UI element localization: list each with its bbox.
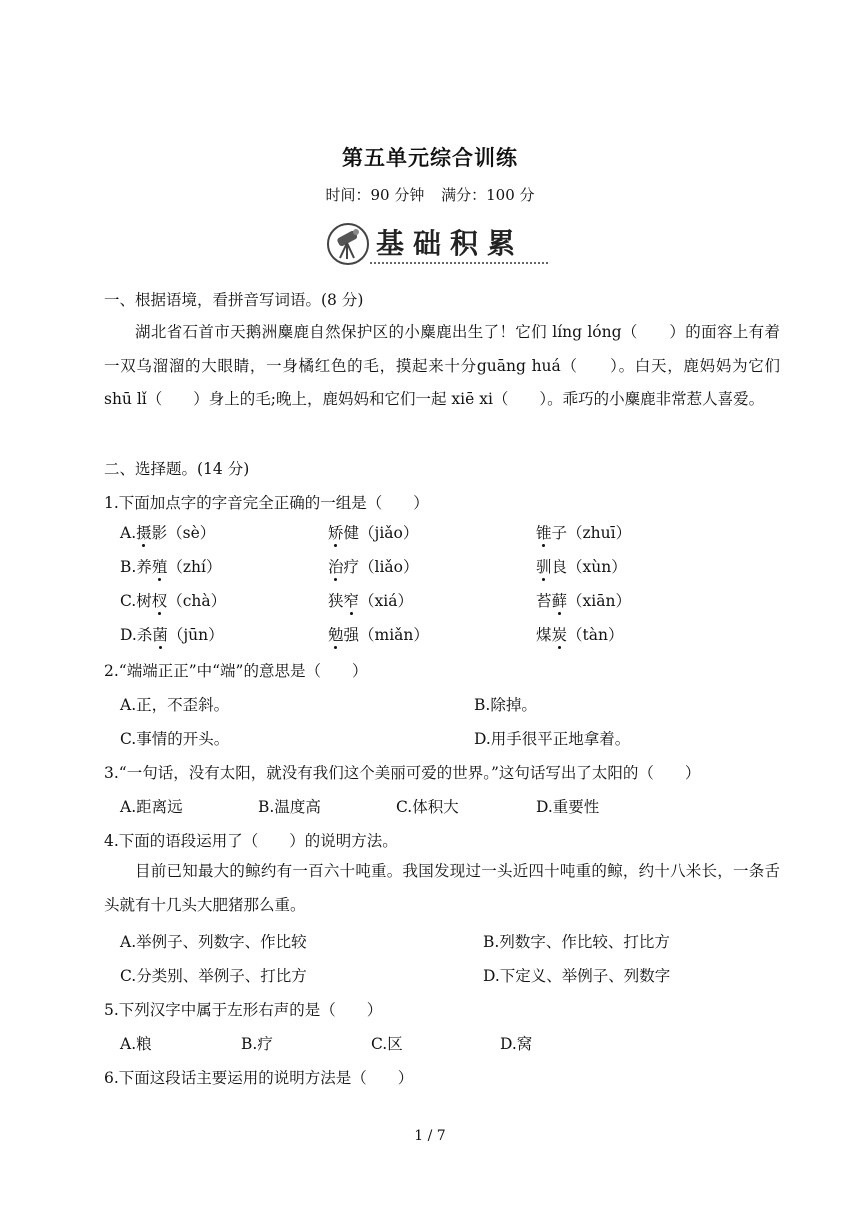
q5-option-a: A.粮 (120, 1035, 152, 1053)
q1-option-d1: D.杀菌（jūn） (120, 626, 224, 644)
total-score: 满分：100 分 (441, 186, 535, 204)
q2-option-c: C.事情的开头。 (120, 730, 230, 748)
q1-option-d2: 勉强（miǎn） (328, 626, 429, 644)
q1-option-b3: 驯良（xùn） (536, 558, 627, 576)
q1-stem: 1.下面加点字的字音完全正确的一组是（ ） (104, 494, 429, 512)
q3-option-c: C.体积大 (396, 798, 459, 816)
q3-option-d: D.重要性 (536, 798, 600, 816)
q5-stem: 5.下列汉字中属于左形右声的是（ ） (104, 1001, 383, 1019)
q1-option-a2: 矫健（jiǎo） (328, 524, 419, 542)
banner-underline (370, 262, 548, 264)
q1-option-b2: 治疗（liǎo） (328, 558, 419, 576)
q4-option-a: A.举例子、列数字、作比较 (120, 933, 307, 951)
section-banner (326, 222, 551, 268)
telescope-icon (326, 222, 370, 266)
q1-option-a1: A.摄影（sè） (120, 524, 216, 542)
banner-title: 基础积累 (376, 227, 525, 260)
page-title: 第五单元综合训练 (342, 145, 518, 170)
q5-option-b: B.疗 (241, 1035, 273, 1053)
q5-option-c: C.区 (371, 1035, 403, 1053)
q1-option-d3: 煤炭（tàn） (536, 626, 624, 644)
q4-passage: 目前已知最大的鲸约有一百六十吨重。我国发现过一头近四十吨重的鲸，约十八米长，一条舌头就有十几头大肥猪那么重。 (104, 862, 780, 914)
page-number: 1 / 7 (414, 1128, 446, 1144)
q4-option-b: B.列数字、作比较、打比方 (483, 933, 670, 951)
q3-stem: 3.“一句话，没有太阳，就没有我们这个美丽可爱的世界。”这句话写出了太阳的（ ） (104, 764, 701, 782)
q4-stem: 4.下面的语段运用了（ ）的说明方法。 (104, 832, 398, 850)
q1-option-c3: 苔藓（xiān） (536, 592, 631, 610)
q1-option-a3: 锥子（zhuī） (536, 524, 632, 542)
q4-option-d: D.下定义、举例子、列数字 (483, 967, 671, 985)
q6-stem: 6.下面这段话主要运用的说明方法是（ ） (104, 1069, 414, 1087)
q1-option-b1: B.养殖（zhí） (120, 558, 222, 576)
q3-option-a: A.距离远 (120, 798, 183, 816)
q2-option-a: A.正，不歪斜。 (120, 696, 230, 714)
section2-heading: 二、选择题。(14 分) (104, 460, 250, 478)
q1-option-c2: 狭窄（xiá） (328, 592, 413, 610)
q2-option-b: B.除掉。 (474, 696, 537, 714)
q4-option-c: C.分类别、举例子、打比方 (120, 967, 307, 985)
q2-stem: 2.“端端正正”中“端”的意思是（ ） (104, 662, 368, 680)
q2-option-d: D.用手很平正地拿着。 (474, 730, 631, 748)
q1-option-c1: C.树杈（chà） (120, 592, 227, 610)
q5-option-d: D.窝 (500, 1035, 533, 1053)
section1-heading: 一、根据语境，看拼音写词语。(8 分) (104, 291, 364, 309)
section1-paragraph: 湖北省石首市天鹅洲麋鹿自然保护区的小麋鹿出生了！它们 líng lóng（ ）的面容上有着一双乌溜溜的大眼睛，一身橘红色的毛，摸起来十分guāng huá（ ）。白天，鹿妈妈为它们 shū lǐ（ ）身上的毛;晚上，鹿妈妈和它们一起 xiē xi（ ）。乖巧的小麋鹿非常惹人喜爱。 (104, 323, 780, 408)
q3-option-b: B.温度高 (258, 798, 321, 816)
time-limit: 时间：90 分钟 (325, 186, 425, 204)
exam-info (0, 184, 860, 205)
